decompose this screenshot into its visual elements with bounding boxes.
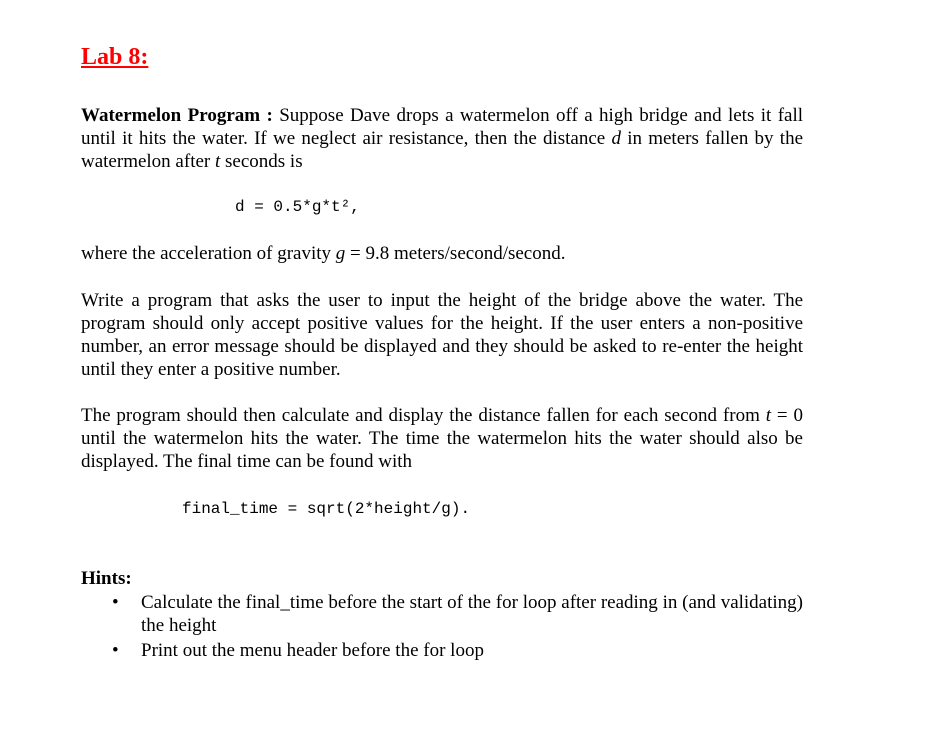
bullet-icon: • [112, 592, 119, 613]
variable-t-2: t [765, 405, 772, 426]
hint-text: Print out the menu header before the for loop [141, 640, 484, 661]
distance-equation: d = 0.5*g*t², [235, 198, 360, 216]
intro-text-c: seconds is [220, 151, 303, 172]
calc-text-a: The program should then calculate and display the distance fallen for each second from [81, 405, 766, 426]
list-item [108, 639, 803, 662]
hints-heading: Hints: [81, 568, 132, 589]
input-paragraph: Write a program that asks the user to input the height of the bridge above the water. The program should only accept positive values for the height. If the user enters a non-positive number, an error message should be displayed and they should be asked to re-enter the height until they enter a positive number. [81, 290, 803, 380]
program-name: Watermelon Program [81, 105, 261, 126]
variable-d: d [611, 128, 621, 149]
variable-g: g [335, 243, 346, 264]
bullet-icon: • [112, 640, 119, 661]
lab-title: Lab 8: [81, 44, 149, 70]
final-time-equation: final_time = sqrt(2*height/g). [182, 500, 471, 518]
hints-list [108, 591, 803, 664]
intro-text-a: Suppose Dave drops a watermelon off a high bridge and lets it fall until it hits the water. If we neglect air resistance, then the distance [81, 105, 804, 149]
intro-paragraph [81, 104, 803, 173]
calculation-paragraph [81, 404, 803, 473]
variable-t: t [214, 151, 221, 172]
calc-text-b: = 0 until the watermelon hits the water. The time the watermelon hits the water should also be displayed. The final time can be found with [81, 405, 803, 472]
gravity-paragraph [81, 242, 803, 265]
hint-text: Calculate the final_time before the start of the for loop after reading in (and validating) the height [141, 592, 803, 636]
gravity-text-b: = 9.8 meters/second/second. [345, 243, 566, 264]
intro-text-b: in meters fallen by the watermelon after [81, 128, 803, 172]
gravity-text-a: where the acceleration of gravity [81, 243, 336, 264]
program-name-separator: : [260, 105, 280, 126]
list-item [108, 591, 803, 637]
